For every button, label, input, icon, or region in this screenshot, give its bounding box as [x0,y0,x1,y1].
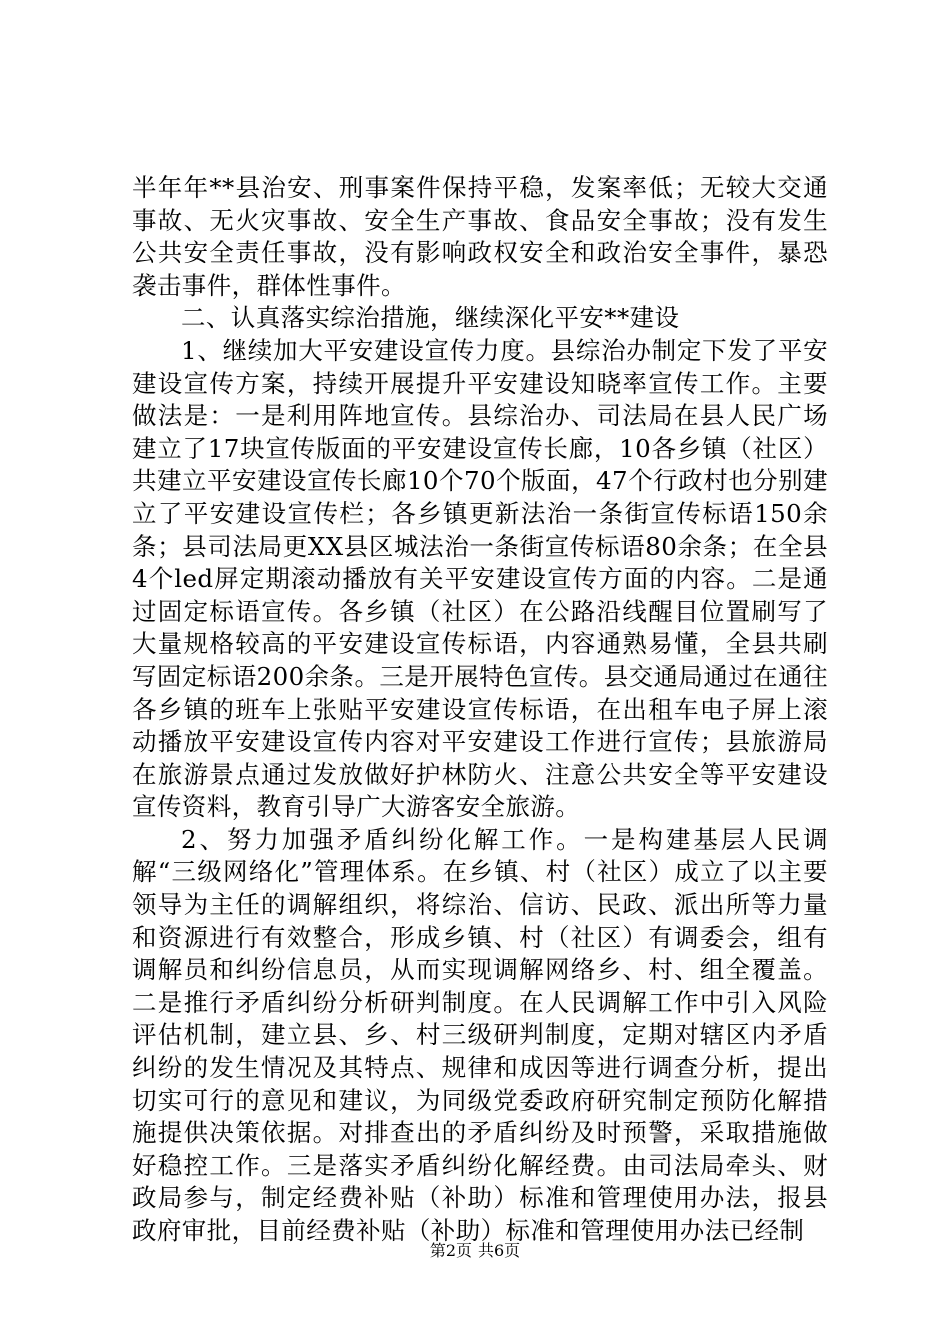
page-footer [0,1241,950,1261]
section-heading-2: 二、认真落实综治措施，继续深化平安**建设 [181,303,680,333]
body-paragraph-dispute-resolution: 2、努力加强矛盾纠纷化解工作。一是构建基层人民调解“三级网络化”管理体系。在乡镇、村（社区）成立了以主要领导为主任的调解组织，将综治、信访、民政、派出所等力量和资源进行有效整合，形成乡镇、村（社区）有调委会，组有调解员和纠纷信息员，从而实现调解网络乡、村、组全覆盖。二是推行矛盾纠纷分析研判制度。在人民调解工作中引入风险评估机制，建立县、乡、村三级研判制度，定期对辖区内矛盾纠纷的发生情况及其特点、规律和成因等进行调查分析，提出切实可行的意见和建议，为同级党委政府研究制定预防化解措施提供决策依据。对排查出的矛盾纠纷及时预警，采取措施做好稳控工作。三是落实矛盾纠纷化解经费。由司法局牵头、财政局参与，制定经费补贴（补助）标准和管理使用办法，报县政府审批，目前经费补贴（补助）标准和管理使用办法已经制 [132,824,828,1245]
document-body [132,172,828,1248]
page-total: 共6页 [478,1241,521,1260]
body-paragraph-1: 半年年**县治安、刑事案件保持平稳，发案率低；无较大交通事故、无火灾事故、安全生产事故、食品安全事故；没有发生公共安全责任事故，没有影响政权安全和政治安全事件，暴恐袭击事件，群体性事件。 [132,173,828,300]
page-number: 第2页 [429,1241,472,1260]
body-paragraph-publicity: 1、继续加大平安建设宣传力度。县综治办制定下发了平安建设宣传方案，持续开展提升平安建设知晓率宣传工作。主要做法是：一是利用阵地宣传。县综治办、司法局在县人民广场建立了17块宣传版面的平安建设宣传长廊，10各乡镇（社区）共建立平安建设宣传长廊10个70个版面，47个行政村也分别建立了平安建设宣传栏；各乡镇更新法治一条街宣传标语150余条；县司法局更XX县区城法治一条街宣传标语80余条；在全县4个led屏定期滚动播放有关平安建设宣传方面的内容。二是通过固定标语宣传。各乡镇（社区）在公路沿线醒目位置刷写了大量规格较高的平安建设宣传标语，内容通熟易懂，全县共刷写固定标语200余条。三是开展特色宣传。县交通局通过在通往各乡镇的班车上张贴平安建设宣传标语，在出租车电子屏上滚动播放平安建设宣传内容对平安建设工作进行宣传；县旅游局在旅游景点通过发放做好护林防火、注意公共安全等平安建设宣传资料，教育引导广大游客安全旅游。 [132,335,828,822]
